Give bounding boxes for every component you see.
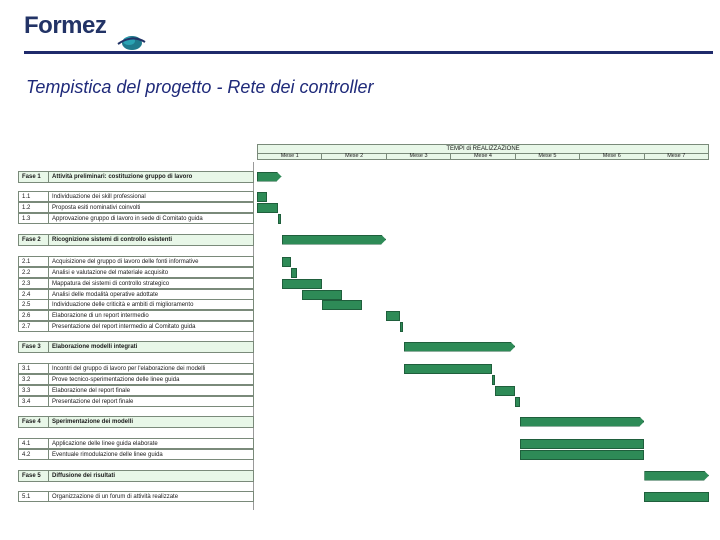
task-label: Presentazione del report finale — [52, 399, 134, 405]
task-label: Presentazione del report intermedio al Comitato guida — [52, 324, 196, 330]
phase-code: Fase 2 — [19, 235, 49, 245]
task-code: 4.2 — [19, 450, 49, 459]
page-title: Tempistica del progetto - Rete dei controller — [26, 77, 374, 97]
month-1: Mese 1 — [258, 153, 322, 160]
timeline-title: TEMPI di REALIZZAZIONE — [258, 145, 708, 154]
phase-row — [18, 171, 254, 183]
phase-bar — [404, 342, 516, 352]
phase-bar — [257, 172, 282, 182]
task-bar — [282, 257, 292, 267]
task-code: 3.3 — [19, 386, 49, 395]
task-label: Mappatura dei sistemi di controllo strategico — [52, 281, 170, 287]
task-code: 2.1 — [19, 257, 49, 266]
phase-label: Elaborazione modelli integrati — [52, 344, 138, 350]
phase-code: Fase 4 — [19, 417, 49, 427]
phase-label: Diffusione dei risultati — [52, 473, 116, 479]
task-code: 2.6 — [19, 311, 49, 320]
task-code: 2.4 — [19, 290, 49, 299]
task-row — [18, 213, 254, 224]
task-bar — [386, 311, 400, 321]
task-bar — [495, 386, 515, 396]
month-4: Mese 4 — [451, 153, 515, 160]
task-label: Analisi e valutazione del materiale acquisito — [52, 270, 169, 276]
task-label: Individuazione delle criticità e ambiti di miglioramento — [52, 302, 194, 308]
month-3: Mese 3 — [387, 153, 451, 160]
task-row — [18, 321, 254, 332]
task-bar — [282, 279, 322, 289]
task-row — [18, 438, 254, 449]
task-code: 1.3 — [19, 214, 49, 223]
task-label: Proposta esiti nominativi coinvolti — [52, 205, 141, 211]
task-code: 1.2 — [19, 203, 49, 212]
phase-label: Sperimentazione dei modelli — [52, 419, 134, 425]
task-bar — [322, 300, 362, 310]
logo-globe-icon — [116, 30, 146, 52]
task-label: Elaborazione del report finale — [52, 388, 131, 394]
task-code: 2.5 — [19, 300, 49, 309]
task-row — [18, 363, 254, 374]
task-bar — [492, 375, 495, 385]
task-row — [18, 202, 254, 213]
task-bar — [278, 214, 281, 224]
task-bar — [257, 192, 267, 202]
month-row — [258, 153, 708, 160]
task-row — [18, 191, 254, 202]
task-bar — [302, 290, 342, 300]
task-label: Eventuale rimodulazione delle linee guida — [52, 452, 163, 458]
task-code: 3.1 — [19, 364, 49, 373]
task-bar — [291, 268, 297, 278]
month-5: Mese 5 — [516, 153, 580, 160]
phase-row — [18, 234, 254, 246]
task-bar — [520, 439, 645, 449]
month-7: Mese 7 — [667, 153, 686, 159]
task-row — [18, 385, 254, 396]
task-code: 3.2 — [19, 375, 49, 384]
phase-row — [18, 470, 254, 482]
month-6: Mese 6 — [580, 153, 644, 160]
task-label: Acquisizione del gruppo di lavoro delle fonti informative — [52, 259, 199, 265]
task-code: 2.7 — [19, 322, 49, 331]
phase-row — [18, 341, 254, 353]
task-row — [18, 299, 254, 310]
phase-code: Fase 5 — [19, 471, 49, 481]
task-row — [18, 491, 254, 502]
task-label: Applicazione delle linee guida elaborate — [52, 441, 158, 447]
header-rule — [24, 51, 713, 54]
task-row — [18, 396, 254, 407]
timeline-header — [257, 144, 709, 160]
task-code: 1.1 — [19, 192, 49, 201]
task-code: 3.4 — [19, 397, 49, 406]
phase-label: Attività preliminari: costituzione gruppo di lavoro — [52, 174, 193, 180]
task-row — [18, 310, 254, 321]
phase-code: Fase 3 — [19, 342, 49, 352]
task-row — [18, 267, 254, 278]
task-row — [18, 449, 254, 460]
task-bar — [404, 364, 493, 374]
task-bar — [644, 492, 709, 502]
task-label: Elaborazione di un report intermedio — [52, 313, 149, 319]
phase-bar — [520, 417, 645, 427]
task-row — [18, 256, 254, 267]
month-2: Mese 2 — [322, 153, 386, 160]
phase-label: Ricognizione sistemi di controllo esistenti — [52, 237, 173, 243]
task-label: Prove tecnico-sperimentazione delle linee guida — [52, 377, 180, 383]
task-bar — [257, 203, 278, 213]
task-label: Analisi delle modalità operative adottate — [52, 292, 159, 298]
logo-text: Formez — [24, 12, 107, 39]
task-code: 2.2 — [19, 268, 49, 277]
task-bar — [400, 322, 403, 332]
phase-code: Fase 1 — [19, 172, 49, 182]
task-label: Incontri del gruppo di lavoro per l'elaborazione dei modelli — [52, 366, 206, 372]
task-code: 5.1 — [19, 492, 49, 501]
phase-bar — [644, 471, 709, 481]
task-code: 4.1 — [19, 439, 49, 448]
phase-bar — [282, 235, 387, 245]
task-bar — [515, 397, 520, 407]
task-label: Organizzazione di un forum di attività realizzate — [52, 494, 179, 500]
task-bar — [520, 450, 645, 460]
task-code: 2.3 — [19, 279, 49, 288]
task-label: Individuazione dei skill professional — [52, 194, 146, 200]
task-label: Approvazione gruppo di lavoro in sede di Comitato guida — [52, 216, 203, 222]
task-row — [18, 278, 254, 289]
task-row — [18, 374, 254, 385]
phase-row — [18, 416, 254, 428]
formez-logo — [24, 12, 144, 52]
